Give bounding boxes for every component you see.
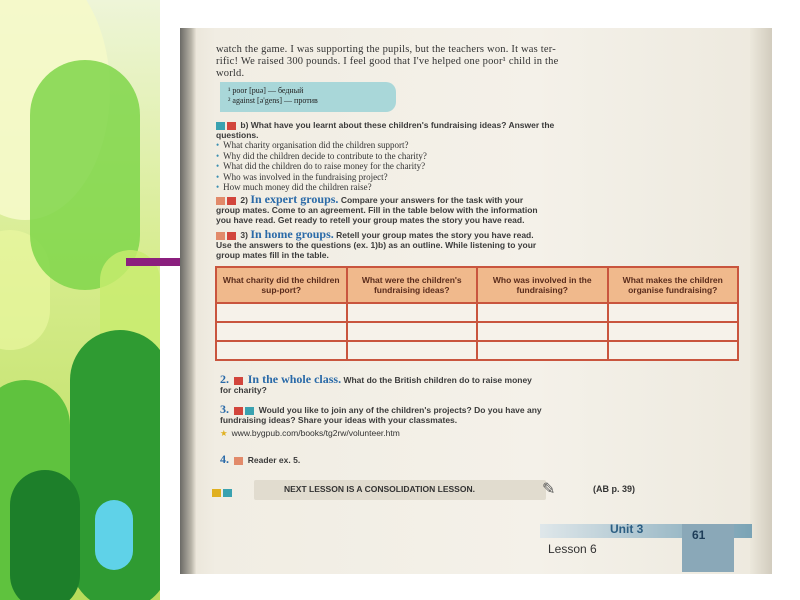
star-icon [212, 489, 221, 497]
list-item: • How much money did the children raise? [216, 182, 736, 193]
fill-in-table [215, 266, 739, 361]
task-3: 3) In home groups. Retell your group mates the story you have read. Use the answers to the questions (ex. 1)b) as an outline. While listening to your group mates fill in the table. [216, 227, 537, 260]
class-work-icon [245, 407, 254, 415]
web-link[interactable]: www.bygpub.com/books/tg2rw/volunteer.htm [231, 428, 400, 438]
list-item: • Who was involved in the fundraising project? [216, 172, 736, 183]
glossary-box [220, 82, 396, 112]
group-work-icon [216, 232, 225, 240]
table-header-cell: What were the children's fundraising ideas? [347, 267, 478, 303]
speaking-icon [227, 197, 236, 205]
speaking-icon [234, 407, 243, 415]
decorative-background-panel [0, 0, 160, 600]
questions-list [216, 140, 736, 193]
pair-work-icon [216, 122, 225, 130]
table-cell [216, 341, 347, 360]
table-row [216, 341, 738, 360]
list-item: • What did the children do to raise money for the charity? [216, 161, 736, 172]
list-item: • Why did the children decide to contribute to the charity? [216, 151, 736, 162]
speaking-icon [227, 122, 236, 130]
reader-icon [234, 457, 243, 465]
activity-book-reference: (AB p. 39) [593, 484, 636, 494]
table-cell [347, 322, 478, 341]
intro-paragraph: watch the game. I was supporting the pupils, but the teachers won. It was ter- rific! We raised 300 pounds. I feel good that I've helped one poor¹ child in the world. [216, 44, 559, 79]
exercise-2: 2. In the whole class. What do the British children do to raise money for charity? [220, 372, 532, 395]
speaking-icon [227, 232, 236, 240]
footer-icons [212, 484, 234, 502]
table-row [216, 303, 738, 322]
task-heading: In home groups. [250, 227, 334, 241]
table-header-cell: Who was involved in the fundraising? [477, 267, 608, 303]
table-header-cell: What charity did the children sup-port? [216, 267, 347, 303]
book-spine [180, 28, 196, 574]
table-cell [216, 303, 347, 322]
workbook-icon [223, 489, 232, 497]
task-1b: b) What have you learnt about these children's fundraising ideas? Answer the questions. • What charity organisation did the children support? • Why did the children decide to contribute to the charity? • What did the children do to raise money for the charity? • Who was involved in the fundraising project? • How much money did the children raise? [216, 120, 736, 193]
table-cell [216, 322, 347, 341]
table-cell [347, 341, 478, 360]
exercise-3: 3. Would you like to join any of the children's projects? Do you have any fundraising ideas? Share your ideas with your classmates. ★ www.bygpub.com/books/tg2rw/volunteer.htm [220, 402, 542, 438]
table-header-row [216, 267, 738, 303]
speaking-icon [234, 377, 243, 385]
web-link-star-icon: ★ [220, 428, 228, 438]
exercise-4: 4. Reader ex. 5. [220, 452, 301, 466]
table-cell [608, 341, 739, 360]
table-header-cell: What makes the children organise fundraising? [608, 267, 739, 303]
task-2: 2) In expert groups. Compare your answers for the task with your group mates. Come to an agreement. Fill in the table below with the information you have read. Get ready to retell your group mates the story you have read. [216, 192, 538, 225]
next-lesson-text: NEXT LESSON IS A CONSOLIDATION LESSON. [284, 484, 475, 494]
table-cell [347, 303, 478, 322]
textbook-page [180, 28, 772, 574]
glossary-item: ² against [ə'gens] — против [228, 96, 318, 105]
unit-label: Unit 3 [610, 522, 644, 536]
task-heading: In expert groups. [250, 192, 339, 206]
list-item: • What charity organisation did the children support? [216, 140, 736, 151]
table-cell [477, 341, 608, 360]
page-edge [750, 28, 772, 574]
group-work-icon [216, 197, 225, 205]
lesson-label: Lesson 6 [548, 542, 597, 556]
table-row [216, 322, 738, 341]
table-cell [608, 303, 739, 322]
table-cell [477, 303, 608, 322]
table-cell [608, 322, 739, 341]
pencil-icon: ✎ [542, 481, 556, 498]
task-heading: In the whole class. [247, 372, 342, 386]
glossary-item: ¹ poor [puə] — бедный [228, 86, 304, 95]
page-number-box [682, 524, 734, 572]
table-cell [477, 322, 608, 341]
page-number: 61 [692, 528, 706, 542]
